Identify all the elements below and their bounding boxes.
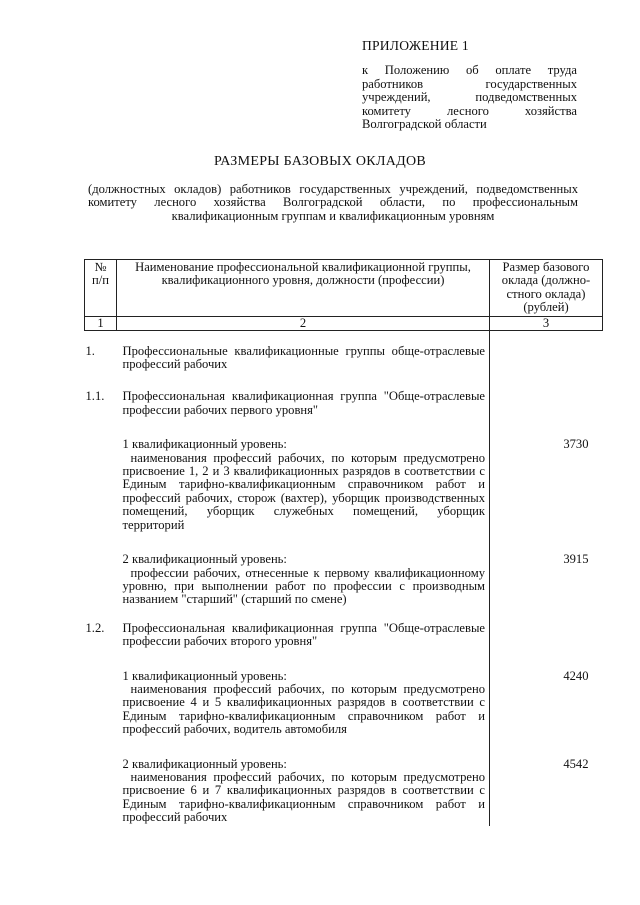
row-description: наименования профессий рабочих, по которым предусмотрено присвоение 1, 2 и 3 квалификационных разрядов в соответствии с Единым тарифно-квалификационным справочником работ и профессий рабочих, сторож (вахтер), уборщик производственных помещений, уборщик служебных помещений, уборщик территорий [122,450,485,532]
row-description: профессии рабочих, отнесенные к первому квалификационному уровню, при выполнении работ по профессии с производным названием "старший" (старший по смене) [122,565,485,607]
row-title: Профессиональная квалификационная группа "Обще-отраслевые профессии рабочих первого уровня" [122,389,485,417]
row-number [85,418,117,533]
table-row [85,418,603,533]
appendix-block [362,39,577,131]
row-title: 1 квалификационный уровень: [122,437,287,452]
row-number: 1. [85,343,95,358]
document-subtitle: (должностных окладов) работников государственных учреждений, подведомственных комитету лесного хозяйства Волгоградской области, по профессиональным квалификационным группам и квалификационным уровням [88,182,578,223]
appendix-reference: к Положению об оплате труда работников государственных учреждений, подведомственных комитету лесного хозяйства Волгоградской области [362,63,577,132]
row-name [117,330,490,372]
table-row [85,608,603,650]
appendix-title: ПРИЛОЖЕНИЕ 1 [362,38,469,53]
row-description: наименования профессий рабочих, по которым предусмотрено присвоение 6 и 7 квалификационных разрядов в соответствии с Единым тарифно-квалификационным справочником работ и профессий рабочих [122,769,485,825]
table-row [85,372,603,418]
row-amount: 3915 [563,552,589,567]
row-description: наименования профессий рабочих, по которым предусмотрено присвоение 4 и 5 квалификационных разрядов в соответствии с Единым тарифно-квалификационным справочником работ и профессий рабочих, водитель автомобиля [122,681,485,737]
row-amount [490,372,603,418]
row-name [117,650,490,738]
salary-table [84,259,603,826]
header-amount: Размер базового оклада (должно-стного оклада) (рублей) [490,260,603,317]
row-amount [490,330,603,372]
row-name [117,608,490,650]
row-number [85,650,117,738]
table-row [85,330,603,372]
table-row [85,738,603,826]
row-number: 1.1. [85,389,105,404]
table-header-row [85,260,603,317]
table-row [85,533,603,608]
header-num: № п/п [85,260,117,317]
row-title: 1 квалификационный уровень: [122,668,287,683]
row-name [117,418,490,533]
row-amount: 4240 [563,668,589,683]
row-title: 2 квалификационный уровень: [122,756,287,771]
row-title: Профессиональные квалификационные группы обще-отраслевые профессий рабочих [122,343,485,372]
column-number: 3 [490,316,603,330]
row-number [85,738,117,826]
row-number [85,533,117,608]
row-amount: 3730 [563,437,589,452]
row-name [117,533,490,608]
table-row [85,650,603,738]
document-title: РАЗМЕРЫ БАЗОВЫХ ОКЛАДОВ [213,154,427,169]
row-number: 1.2. [85,620,105,635]
row-name [117,738,490,826]
column-number: 1 [85,316,117,330]
row-title: 2 квалификационный уровень: [122,552,287,567]
row-amount: 4542 [563,756,589,771]
column-number: 2 [117,316,490,330]
row-amount [490,608,603,650]
row-name [117,372,490,418]
row-title: Профессиональная квалификационная группа "Обще-отраслевые профессии рабочих второго уровня" [122,620,485,649]
header-name: Наименование профессиональной квалификационной группы, квалификационного уровня, должности (профессии) [117,260,490,317]
column-numbers-row [85,316,603,330]
